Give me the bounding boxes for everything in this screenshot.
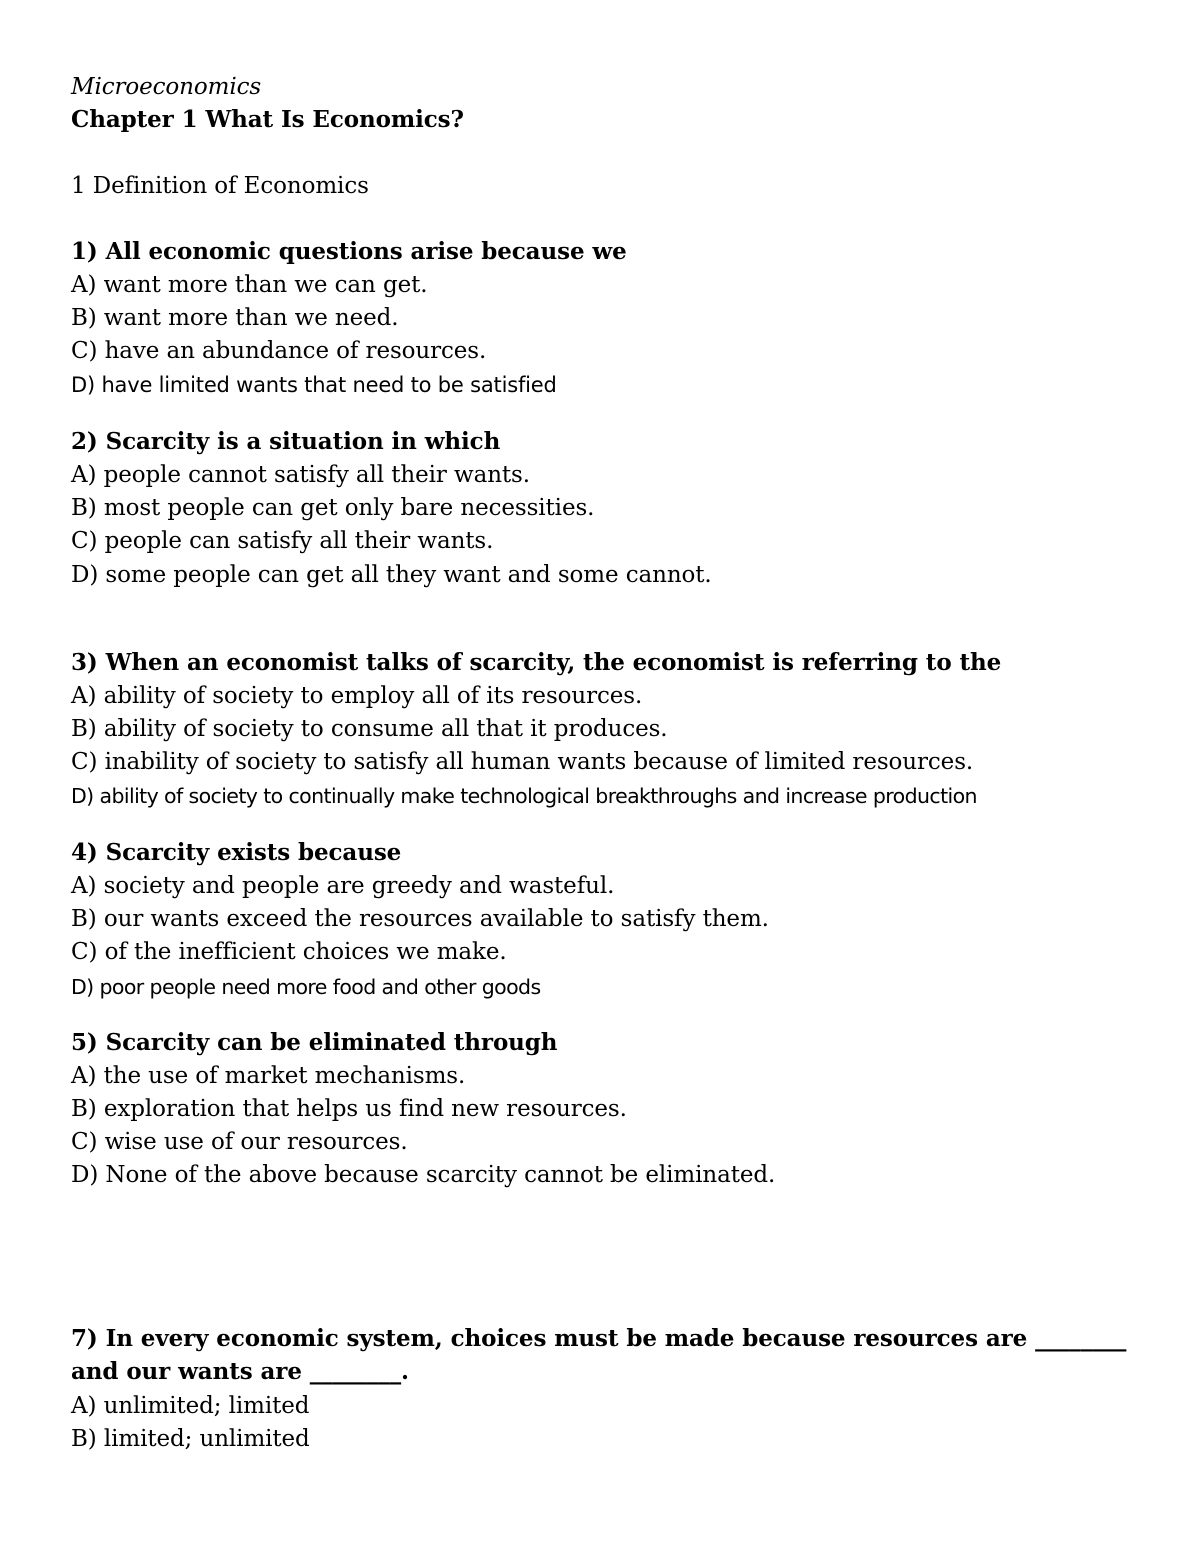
question-5-option-c: C) wise use of our resources.	[71, 1129, 408, 1155]
question-1-option-a: A) want more than we can get.	[71, 272, 428, 298]
question-2-option-c: C) people can satisfy all their wants.	[71, 528, 494, 554]
question-3-stem: 3) When an economist talks of scarcity, the economist is referring to the	[71, 649, 1002, 676]
question-4-option-c: C) of the inefficient choices we make.	[71, 939, 507, 965]
question-1-option-d: D) have limited wants that need to be satisfied	[71, 373, 557, 397]
question-2-option-d: D) some people can get all they want and some cannot.	[71, 562, 712, 588]
question-2-option-b: B) most people can get only bare necessities.	[71, 495, 595, 521]
question-7-option-a: A) unlimited; limited	[71, 1393, 310, 1419]
question-5-option-b: B) exploration that helps us find new resources.	[71, 1096, 627, 1122]
question-5-stem: 5) Scarcity can be eliminated through	[71, 1029, 558, 1056]
question-1-option-b: B) want more than we need.	[71, 305, 399, 331]
section-title: 1 Definition of Economics	[71, 173, 369, 199]
question-3-option-b: B) ability of society to consume all that it produces.	[71, 716, 668, 742]
question-3-option-d: D) ability of society to continually make technological breakthroughs and increase production	[71, 784, 977, 808]
question-5-option-a: A) the use of market mechanisms.	[71, 1063, 466, 1089]
question-4-option-d: D) poor people need more food and other goods	[71, 975, 541, 999]
question-1-option-c: C) have an abundance of resources.	[71, 338, 487, 364]
question-1-stem: 1) All economic questions arise because we	[71, 238, 627, 265]
question-7-stem-line-1: 7) In every economic system, choices must be made because resources are ________	[71, 1325, 1127, 1352]
question-4-option-a: A) society and people are greedy and wasteful.	[71, 873, 615, 899]
question-2-stem: 2) Scarcity is a situation in which	[71, 428, 501, 455]
subject-title: Microeconomics	[71, 74, 262, 100]
question-3-option-a: A) ability of society to employ all of its resources.	[71, 683, 643, 709]
chapter-title: Chapter 1 What Is Economics?	[71, 106, 464, 133]
question-4-stem: 4) Scarcity exists because	[71, 839, 402, 866]
question-4-option-b: B) our wants exceed the resources available to satisfy them.	[71, 906, 769, 932]
question-7-option-b: B) limited; unlimited	[71, 1426, 310, 1452]
question-3-option-c: C) inability of society to satisfy all human wants because of limited resources.	[71, 749, 974, 775]
question-7-stem-line-2: and our wants are ________.	[71, 1358, 409, 1385]
question-5-option-d: D) None of the above because scarcity cannot be eliminated.	[71, 1162, 776, 1188]
question-2-option-a: A) people cannot satisfy all their wants.	[71, 462, 530, 488]
